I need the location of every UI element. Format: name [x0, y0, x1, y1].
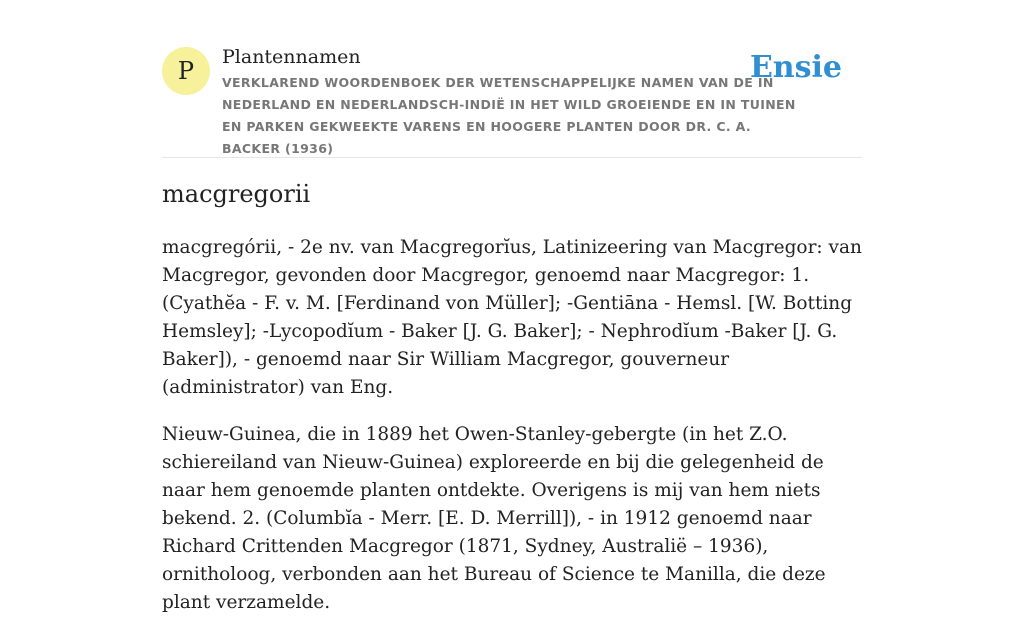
- dictionary-title[interactable]: Plantennamen: [222, 46, 361, 68]
- avatar-letter: P: [177, 57, 195, 85]
- ensie-logo-link[interactable]: Ensie: [749, 50, 842, 85]
- entry-body: [162, 234, 868, 636]
- dictionary-subtitle: VERKLAREND WOORDENBOEK DER WETENSCHAPPELIJKE NAMEN VAN DE IN NEDERLAND EN NEDERLANDSCH-INDIË IN HET WILD GROEIENDE EN IN TUINEN EN PARKEN GEKWEEKTE VARENS EN HOOGERE PLANTEN DOOR DR. C. A. BACKER (1936): [222, 75, 796, 156]
- dictionary-avatar[interactable]: [162, 47, 210, 95]
- dictionary-header: [162, 44, 862, 156]
- entry-title: macgregorii: [162, 180, 311, 208]
- header-divider: [162, 157, 862, 158]
- entry-paragraph-2: Nieuw-Guinea, die in 1889 het Owen-Stanley-gebergte (in het Z.O. schiereiland van Nieuw-Guinea) exploreerde en bij die gelegenheid de naar hem genoemde planten ontdekte. Overigens is mij van hem niets bekend. 2. (Columbĭa - Merr. [E. D. Merrill]), - in 1912 genoemd naar Richard Crittenden Macgregor (1871, Sydney, Australië – 1936), ornitholoog, verbonden aan het Bureau of Science te Manilla, die deze plant verzamelde.: [162, 424, 826, 613]
- entry-paragraph-1: macgregórii, - 2e nv. van Macgregorĭus, Latinizeering van Macgregor: van Macgregor, gevonden door Macgregor, genoemd naar Macgregor: 1. (Cyathĕa - F. v. M. [Ferdinand von Müller]; -Gentiāna - Hemsl. [W. Botting Hemsley]; -Lycopodĭum - Baker [J. G. Baker]; - Nephrodĭum -Baker [J. G. Baker]), - genoemd naar Sir William Macgregor, gouverneur (administrator) van Eng.: [162, 237, 862, 398]
